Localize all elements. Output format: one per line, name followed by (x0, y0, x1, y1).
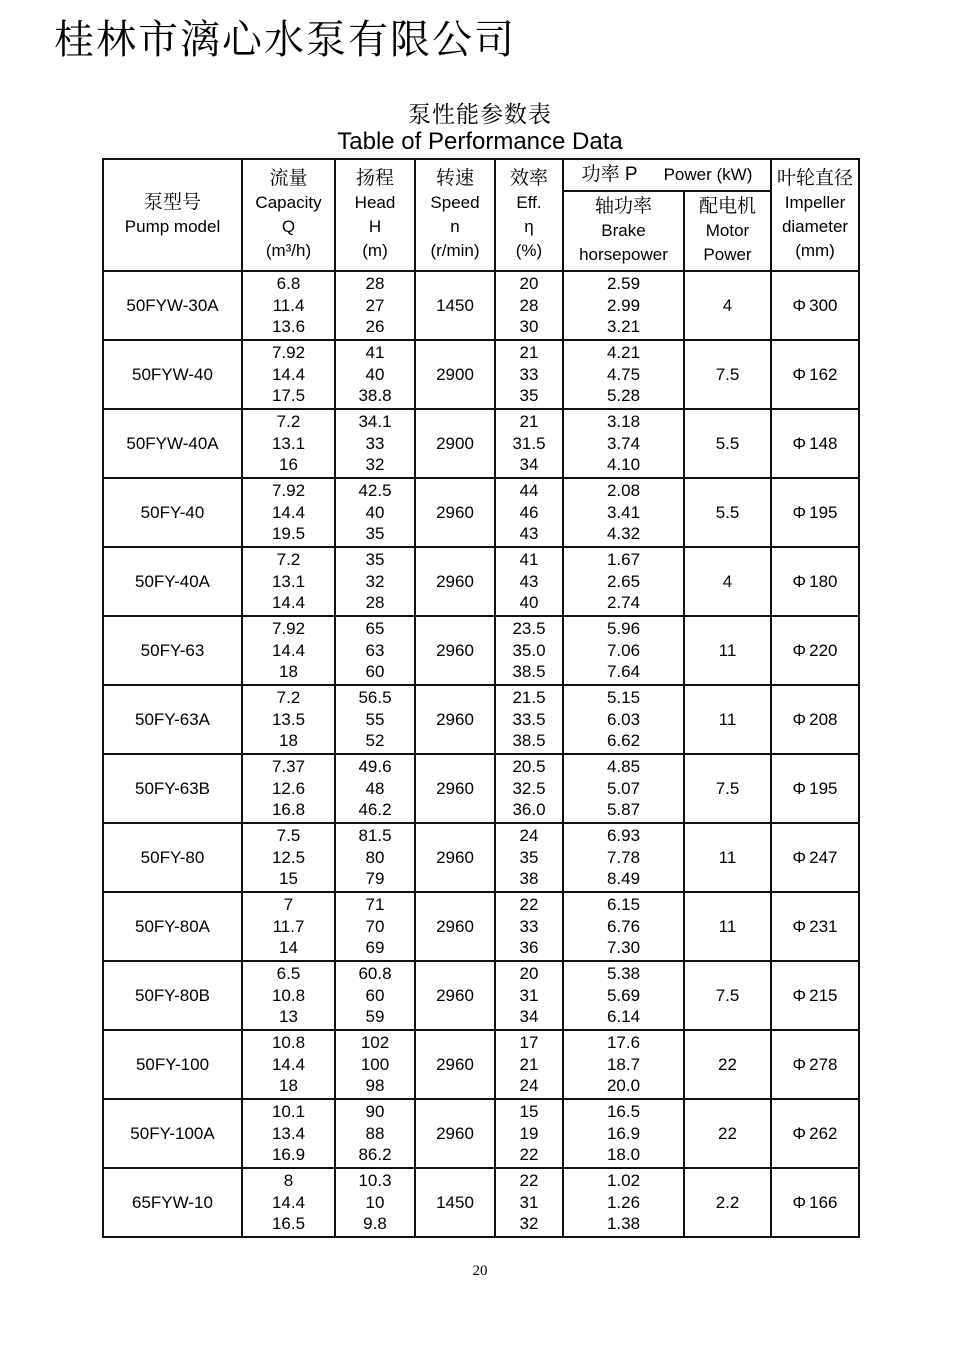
phi-symbol: Φ (792, 1192, 807, 1212)
company-name: 桂林市漓心水泵有限公司 (54, 18, 516, 62)
table-row (103, 409, 859, 478)
col-header-power-group (563, 159, 771, 191)
table-row (103, 547, 859, 616)
cell-head: 28 27 26 (335, 271, 415, 340)
cell-efficiency: 22 33 36 (495, 892, 563, 961)
cell-impeller-diameter: Φ 300 (771, 271, 859, 340)
cell-speed: 2960 (415, 754, 495, 823)
phi-symbol: Φ (792, 709, 807, 729)
table-body (103, 271, 859, 1237)
cell-impeller-diameter: Φ 278 (771, 1030, 859, 1099)
col-header-capacity: 流量 Capacity Q (m³/h) (242, 159, 335, 271)
cell-impeller-diameter: Φ 180 (771, 547, 859, 616)
phi-symbol: Φ (792, 1054, 807, 1074)
cell-efficiency: 44 46 43 (495, 478, 563, 547)
cell-impeller-diameter: Φ 262 (771, 1099, 859, 1168)
cell-brake-horsepower: 6.93 7.78 8.49 (563, 823, 684, 892)
cell-efficiency: 21.5 33.5 38.5 (495, 685, 563, 754)
cell-impeller-diameter: Φ 247 (771, 823, 859, 892)
cell-motor-power: 11 (684, 616, 771, 685)
cell-motor-power: 22 (684, 1030, 771, 1099)
cell-pump-model: 50FYW-40 (103, 340, 242, 409)
cell-impeller-diameter: Φ 220 (771, 616, 859, 685)
col-header-head: 扬程 Head H (m) (335, 159, 415, 271)
cell-speed: 2960 (415, 1030, 495, 1099)
cell-capacity: 7 11.7 14 (242, 892, 335, 961)
cell-head: 102 100 98 (335, 1030, 415, 1099)
cell-speed: 2900 (415, 340, 495, 409)
cell-brake-horsepower: 4.21 4.75 5.28 (563, 340, 684, 409)
table-row (103, 616, 859, 685)
cell-pump-model: 50FY-80B (103, 961, 242, 1030)
col-header-motor-power: 配电机 Motor Power (684, 191, 771, 271)
cell-brake-horsepower: 1.02 1.26 1.38 (563, 1168, 684, 1237)
cell-head: 71 70 69 (335, 892, 415, 961)
table-row (103, 754, 859, 823)
table-row (103, 1099, 859, 1168)
cell-brake-horsepower: 2.59 2.99 3.21 (563, 271, 684, 340)
cell-impeller-diameter: Φ 195 (771, 754, 859, 823)
cell-speed: 2960 (415, 1099, 495, 1168)
cell-capacity: 7.2 13.1 16 (242, 409, 335, 478)
cell-head: 56.5 55 52 (335, 685, 415, 754)
cell-speed: 1450 (415, 1168, 495, 1237)
cell-motor-power: 7.5 (684, 961, 771, 1030)
cell-efficiency: 22 31 32 (495, 1168, 563, 1237)
cell-impeller-diameter: Φ 148 (771, 409, 859, 478)
cell-brake-horsepower: 5.15 6.03 6.62 (563, 685, 684, 754)
cell-head: 65 63 60 (335, 616, 415, 685)
table-title-en: Table of Performance Data (337, 128, 623, 155)
cell-pump-model: 50FY-40 (103, 478, 242, 547)
cell-brake-horsepower: 6.15 6.76 7.30 (563, 892, 684, 961)
phi-symbol: Φ (792, 295, 807, 315)
table-row (103, 340, 859, 409)
cell-impeller-diameter: Φ 208 (771, 685, 859, 754)
cell-efficiency: 20 31 34 (495, 961, 563, 1030)
cell-efficiency: 17 21 24 (495, 1030, 563, 1099)
cell-impeller-diameter: Φ 195 (771, 478, 859, 547)
table-row (103, 892, 859, 961)
table-row (103, 823, 859, 892)
table-row (103, 961, 859, 1030)
cell-speed: 2960 (415, 892, 495, 961)
col-header-speed: 转速 Speed n (r/min) (415, 159, 495, 271)
cell-pump-model: 50FYW-40A (103, 409, 242, 478)
cell-motor-power: 11 (684, 823, 771, 892)
cell-impeller-diameter: Φ 231 (771, 892, 859, 961)
cell-brake-horsepower: 3.18 3.74 4.10 (563, 409, 684, 478)
cell-pump-model: 50FYW-30A (103, 271, 242, 340)
cell-brake-horsepower: 1.67 2.65 2.74 (563, 547, 684, 616)
cell-head: 35 32 28 (335, 547, 415, 616)
cell-head: 90 88 86.2 (335, 1099, 415, 1168)
cell-impeller-diameter: Φ 215 (771, 961, 859, 1030)
cell-efficiency: 20 28 30 (495, 271, 563, 340)
cell-head: 60.8 60 59 (335, 961, 415, 1030)
cell-speed: 1450 (415, 271, 495, 340)
cell-pump-model: 50FY-100 (103, 1030, 242, 1099)
phi-symbol: Φ (792, 640, 807, 660)
power-group-label: 功率 P Power (kW) (581, 164, 753, 185)
cell-brake-horsepower: 16.5 16.9 18.0 (563, 1099, 684, 1168)
phi-symbol: Φ (792, 433, 807, 453)
cell-head: 41 40 38.8 (335, 340, 415, 409)
cell-capacity: 6.8 11.4 13.6 (242, 271, 335, 340)
cell-motor-power: 5.5 (684, 409, 771, 478)
cell-capacity: 7.92 14.4 17.5 (242, 340, 335, 409)
table-title-zh: 泵性能参数表 (408, 101, 552, 127)
cell-speed: 2960 (415, 616, 495, 685)
col-header-efficiency: 效率 Eff. η (%) (495, 159, 563, 271)
table-row (103, 271, 859, 340)
cell-capacity: 10.1 13.4 16.9 (242, 1099, 335, 1168)
cell-pump-model: 50FY-40A (103, 547, 242, 616)
phi-symbol: Φ (792, 847, 807, 867)
col-header-pump-model: 泵型号 Pump model (103, 159, 242, 271)
cell-efficiency: 41 43 40 (495, 547, 563, 616)
cell-efficiency: 21 31.5 34 (495, 409, 563, 478)
cell-capacity: 7.5 12.5 15 (242, 823, 335, 892)
table-row (103, 1030, 859, 1099)
cell-brake-horsepower: 2.08 3.41 4.32 (563, 478, 684, 547)
cell-pump-model: 50FY-63 (103, 616, 242, 685)
cell-speed: 2900 (415, 409, 495, 478)
cell-impeller-diameter: Φ 166 (771, 1168, 859, 1237)
table-row (103, 1168, 859, 1237)
table-row (103, 478, 859, 547)
cell-pump-model: 65FYW-10 (103, 1168, 242, 1237)
cell-pump-model: 50FY-80 (103, 823, 242, 892)
col-header-impeller: 叶轮直径 Impeller diameter (mm) (771, 159, 859, 271)
cell-efficiency: 24 35 38 (495, 823, 563, 892)
cell-motor-power: 5.5 (684, 478, 771, 547)
cell-head: 42.5 40 35 (335, 478, 415, 547)
cell-brake-horsepower: 5.96 7.06 7.64 (563, 616, 684, 685)
cell-efficiency: 15 19 22 (495, 1099, 563, 1168)
cell-speed: 2960 (415, 823, 495, 892)
cell-head: 10.3 10 9.8 (335, 1168, 415, 1237)
cell-pump-model: 50FY-80A (103, 892, 242, 961)
cell-brake-horsepower: 4.85 5.07 5.87 (563, 754, 684, 823)
cell-speed: 2960 (415, 478, 495, 547)
cell-capacity: 7.92 14.4 18 (242, 616, 335, 685)
cell-impeller-diameter: Φ 162 (771, 340, 859, 409)
table-row (103, 685, 859, 754)
cell-motor-power: 4 (684, 547, 771, 616)
page-number: 20 (472, 1263, 488, 1279)
cell-brake-horsepower: 17.6 18.7 20.0 (563, 1030, 684, 1099)
cell-head: 81.5 80 79 (335, 823, 415, 892)
cell-motor-power: 7.5 (684, 340, 771, 409)
phi-symbol: Φ (792, 778, 807, 798)
cell-capacity: 6.5 10.8 13 (242, 961, 335, 1030)
cell-pump-model: 50FY-63B (103, 754, 242, 823)
phi-symbol: Φ (792, 1123, 807, 1143)
cell-motor-power: 11 (684, 892, 771, 961)
cell-motor-power: 2.2 (684, 1168, 771, 1237)
cell-capacity: 7.92 14.4 19.5 (242, 478, 335, 547)
phi-symbol: Φ (792, 364, 807, 384)
cell-motor-power: 7.5 (684, 754, 771, 823)
cell-capacity: 7.2 13.5 18 (242, 685, 335, 754)
phi-symbol: Φ (792, 985, 807, 1005)
cell-pump-model: 50FY-63A (103, 685, 242, 754)
cell-pump-model: 50FY-100A (103, 1099, 242, 1168)
performance-table (102, 158, 860, 1238)
phi-symbol: Φ (792, 916, 807, 936)
cell-capacity: 7.37 12.6 16.8 (242, 754, 335, 823)
cell-motor-power: 22 (684, 1099, 771, 1168)
cell-motor-power: 4 (684, 271, 771, 340)
phi-symbol: Φ (792, 571, 807, 591)
cell-efficiency: 23.5 35.0 38.5 (495, 616, 563, 685)
cell-brake-horsepower: 5.38 5.69 6.14 (563, 961, 684, 1030)
cell-capacity: 8 14.4 16.5 (242, 1168, 335, 1237)
cell-head: 49.6 48 46.2 (335, 754, 415, 823)
cell-efficiency: 21 33 35 (495, 340, 563, 409)
cell-capacity: 7.2 13.1 14.4 (242, 547, 335, 616)
cell-speed: 2960 (415, 961, 495, 1030)
cell-head: 34.1 33 32 (335, 409, 415, 478)
cell-motor-power: 11 (684, 685, 771, 754)
cell-capacity: 10.8 14.4 18 (242, 1030, 335, 1099)
phi-symbol: Φ (792, 502, 807, 522)
col-header-brake-horsepower: 轴功率 Brake horsepower (563, 191, 684, 271)
cell-speed: 2960 (415, 547, 495, 616)
cell-speed: 2960 (415, 685, 495, 754)
cell-efficiency: 20.5 32.5 36.0 (495, 754, 563, 823)
